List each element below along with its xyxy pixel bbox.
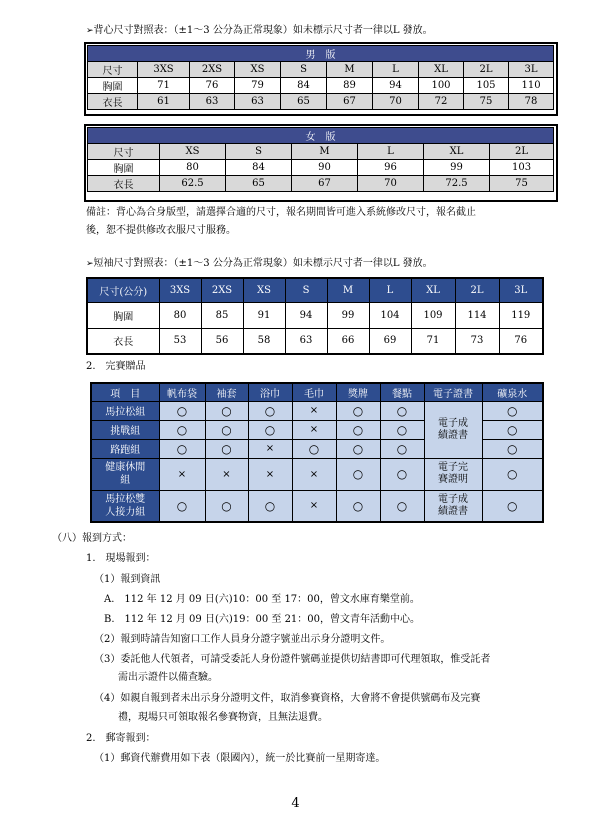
table-cell: 85 bbox=[201, 302, 243, 328]
table-cell: 76 bbox=[499, 328, 543, 354]
table-header-cell: 餐點 bbox=[380, 383, 424, 401]
table-header-cell: 電子證書 bbox=[424, 383, 482, 401]
table-cell: ○ bbox=[380, 490, 424, 522]
cert-text-line: 績證書 bbox=[438, 429, 468, 441]
table-cell: 119 bbox=[499, 302, 543, 328]
table-cell: 2XS bbox=[201, 278, 243, 302]
women-size-row bbox=[88, 144, 554, 160]
table-header-cell: 獎牌 bbox=[336, 383, 380, 401]
table-cell: 53 bbox=[159, 328, 201, 354]
table-cell: 100 bbox=[419, 78, 464, 94]
table-cell: 94 bbox=[285, 302, 327, 328]
row-label bbox=[91, 490, 159, 522]
onsite-title: 1. 現場報到： bbox=[86, 553, 156, 564]
table-cell: 75 bbox=[490, 176, 554, 192]
table-cell: 2XS bbox=[190, 62, 235, 78]
table-cell: ○ bbox=[248, 490, 292, 522]
table-cell: 尺寸(公分) bbox=[87, 278, 159, 302]
table-cell: XS bbox=[160, 144, 226, 160]
table-cell: 78 bbox=[509, 94, 554, 110]
men-table-caption: 男 版 bbox=[88, 46, 554, 62]
prizes-heading: 2. 完賽贈品 bbox=[86, 361, 146, 372]
table-cell: ○ bbox=[336, 490, 380, 522]
tee-heading-text: 短袖尺寸對照表：（±1～3 公分為正常現象）如未標示尺寸者一律以L 發放。 bbox=[93, 258, 433, 269]
cert-text-line: 電子成 bbox=[438, 493, 468, 505]
table-cell: 3L bbox=[509, 62, 554, 78]
checkin-time-a: A. 112 年 12 月 09 日(六)10：00 至 17：00，曾文水庫育樂堂前。 bbox=[104, 594, 420, 605]
table-cell: 衣長 bbox=[88, 176, 160, 192]
table-cell: ○ bbox=[205, 490, 248, 522]
men-chest-row bbox=[88, 78, 554, 94]
table-cell: 71 bbox=[138, 78, 190, 94]
table-cell: 99 bbox=[424, 160, 490, 176]
table-cell: 61 bbox=[138, 94, 190, 110]
table-cell: 70 bbox=[358, 176, 424, 192]
table-cell: ○ bbox=[292, 439, 336, 458]
table-cell: × bbox=[292, 458, 336, 490]
checkin-time-b: B. 112 年 12 月 09 日(六)19：00 至 21：00，曾文青年活動中心。 bbox=[104, 614, 421, 625]
table-cell: 75 bbox=[464, 94, 509, 110]
cert-text-line: 賽證明 bbox=[438, 474, 468, 485]
page-number: 4 bbox=[291, 796, 300, 811]
tee-heading bbox=[86, 257, 433, 271]
table-cell: × bbox=[248, 458, 292, 490]
cert-cell bbox=[424, 490, 482, 522]
table-row bbox=[91, 458, 543, 490]
row-label-line: 人接力組 bbox=[105, 506, 146, 518]
table-cell: 66 bbox=[327, 328, 369, 354]
table-cell: XS bbox=[235, 62, 281, 78]
table-cell: 2L bbox=[455, 278, 499, 302]
vest-note-line-1: 備註：背心為合身版型，請選擇合適的尺寸，報名期間皆可進入系統修改尺寸，報名截止 bbox=[86, 207, 476, 218]
table-cell: 91 bbox=[243, 302, 285, 328]
table-cell: 90 bbox=[292, 160, 358, 176]
table-cell: ○ bbox=[482, 401, 543, 420]
table-cell: ○ bbox=[482, 490, 543, 522]
table-cell: 104 bbox=[369, 302, 411, 328]
table-cell: 衣長 bbox=[88, 94, 138, 110]
table-cell: XL bbox=[424, 144, 490, 160]
cert-text-line: 電子完 bbox=[438, 462, 468, 473]
table-cell: ○ bbox=[380, 458, 424, 490]
table-cell: 3L bbox=[499, 278, 543, 302]
table-cell: 114 bbox=[455, 302, 499, 328]
table-cell: 70 bbox=[373, 94, 419, 110]
table-cell: L bbox=[373, 62, 419, 78]
table-row bbox=[91, 401, 543, 420]
vest-heading-text: 背心尺寸對照表：（±1～3 公分為正常現象）如未標示尺寸者一律以L 發放。 bbox=[93, 25, 433, 36]
table-cell: 69 bbox=[369, 328, 411, 354]
table-cell: 胸圍 bbox=[88, 160, 160, 176]
row-label: 馬拉松組 bbox=[91, 401, 159, 420]
table-cell: 72 bbox=[419, 94, 464, 110]
proxy-note-line-1: （3）委託他人代領者，可請受委託人身份證件號碼並提供切結書即可代理領取，惟受託者 bbox=[94, 654, 491, 665]
table-cell: × bbox=[292, 490, 336, 522]
table-cell: 80 bbox=[159, 302, 201, 328]
table-cell: 62.5 bbox=[160, 176, 226, 192]
women-length-row bbox=[88, 176, 554, 192]
table-cell: 2L bbox=[464, 62, 509, 78]
table-cell: ○ bbox=[248, 420, 292, 439]
table-cell: ○ bbox=[159, 420, 205, 439]
table-cell: 63 bbox=[190, 94, 235, 110]
table-cell: 尺寸 bbox=[88, 62, 138, 78]
row-label: 路跑組 bbox=[91, 439, 159, 458]
merged-cert-cell bbox=[424, 401, 482, 458]
arrow-bullet-icon: ➢ bbox=[86, 259, 94, 269]
table-cell: 63 bbox=[235, 94, 281, 110]
table-header-cell: 浴巾 bbox=[248, 383, 292, 401]
table-cell: ○ bbox=[159, 490, 205, 522]
table-cell: 衣長 bbox=[87, 328, 159, 354]
cert-text-line: 績證書 bbox=[438, 505, 468, 517]
table-cell: 63 bbox=[285, 328, 327, 354]
table-cell: ○ bbox=[336, 458, 380, 490]
id-required-line-1: （4）如親自報到者未出示身分證明文件，取消參賽資格，大會將不會提供號碼布及完賽 bbox=[94, 693, 481, 704]
mail-fee-note: （1）郵資代辦費用如下表（限國內），統一於比賽前一星期寄達。 bbox=[94, 753, 386, 764]
table-cell: ○ bbox=[159, 439, 205, 458]
arrow-bullet-icon: ➢ bbox=[86, 26, 94, 36]
table-cell: × bbox=[159, 458, 205, 490]
table-cell: × bbox=[248, 439, 292, 458]
table-cell: × bbox=[205, 458, 248, 490]
table-cell: 94 bbox=[373, 78, 419, 94]
table-header-cell: 帆布袋 bbox=[159, 383, 205, 401]
checkin-id-note: （2）報到時請告知窗口工作人員身分證字號並出示身分證明文件。 bbox=[94, 634, 391, 645]
proxy-note-line-2: 需出示證件以備查驗。 bbox=[118, 672, 218, 683]
row-label bbox=[91, 458, 159, 490]
table-cell: 胸圍 bbox=[87, 302, 159, 328]
table-cell: L bbox=[358, 144, 424, 160]
table-cell: 2L bbox=[490, 144, 554, 160]
table-cell: 99 bbox=[327, 302, 369, 328]
cert-cell bbox=[424, 458, 482, 490]
row-label-line: 組 bbox=[120, 475, 131, 486]
table-cell: ○ bbox=[336, 401, 380, 420]
table-header-cell: 礦泉水 bbox=[482, 383, 543, 401]
table-cell: 65 bbox=[226, 176, 292, 192]
tee-size-table bbox=[86, 277, 544, 355]
table-cell: ○ bbox=[482, 439, 543, 458]
women-size-table bbox=[87, 127, 554, 192]
table-cell: ○ bbox=[380, 401, 424, 420]
table-cell: ○ bbox=[159, 401, 205, 420]
cert-text-line: 電子成 bbox=[438, 417, 468, 429]
table-cell: ○ bbox=[205, 401, 248, 420]
table-cell: 110 bbox=[509, 78, 554, 94]
women-table-caption: 女 版 bbox=[88, 128, 554, 144]
table-row bbox=[91, 490, 543, 522]
table-cell: M bbox=[327, 278, 369, 302]
table-cell: XS bbox=[243, 278, 285, 302]
table-header-cell: 項 目 bbox=[91, 383, 159, 401]
table-cell: 72.5 bbox=[424, 176, 490, 192]
table-cell: 103 bbox=[490, 160, 554, 176]
table-cell: ○ bbox=[380, 439, 424, 458]
table-cell: 67 bbox=[327, 94, 373, 110]
table-cell: ○ bbox=[248, 401, 292, 420]
table-cell: M bbox=[327, 62, 373, 78]
table-cell: XL bbox=[419, 62, 464, 78]
table-cell: 105 bbox=[464, 78, 509, 94]
table-cell: 76 bbox=[190, 78, 235, 94]
table-cell: XL bbox=[411, 278, 455, 302]
men-size-row bbox=[88, 62, 554, 78]
table-cell: S bbox=[281, 62, 327, 78]
checkin-info-title: （1）報到資訊 bbox=[94, 574, 161, 585]
tee-chest-row bbox=[87, 302, 543, 328]
table-cell: ○ bbox=[336, 420, 380, 439]
table-cell: 58 bbox=[243, 328, 285, 354]
prize-table bbox=[90, 382, 544, 523]
table-cell: × bbox=[292, 420, 336, 439]
table-cell: 84 bbox=[281, 78, 327, 94]
table-cell: × bbox=[292, 401, 336, 420]
table-cell: ○ bbox=[205, 420, 248, 439]
table-cell: ○ bbox=[482, 458, 543, 490]
row-label-line: 馬拉松雙 bbox=[105, 493, 146, 505]
table-cell: ○ bbox=[205, 439, 248, 458]
prize-header-row bbox=[91, 383, 543, 401]
tee-length-row bbox=[87, 328, 543, 354]
row-label: 挑戰組 bbox=[91, 420, 159, 439]
table-cell: 71 bbox=[411, 328, 455, 354]
table-cell: 3XS bbox=[159, 278, 201, 302]
table-cell: 3XS bbox=[138, 62, 190, 78]
registration-section-title: （八）報到方式： bbox=[52, 533, 132, 544]
tee-size-row bbox=[87, 278, 543, 302]
men-length-row bbox=[88, 94, 554, 110]
table-cell: 96 bbox=[358, 160, 424, 176]
table-cell: ○ bbox=[336, 439, 380, 458]
row-label-line: 健康休閒 bbox=[105, 462, 146, 473]
vest-heading bbox=[86, 24, 433, 38]
table-cell: ○ bbox=[482, 420, 543, 439]
mail-title: 2. 郵寄報到： bbox=[86, 733, 156, 744]
vest-note-line-2: 後，恕不提供修改衣服尺寸服務。 bbox=[86, 225, 236, 236]
table-cell: 65 bbox=[281, 94, 327, 110]
table-cell: 109 bbox=[411, 302, 455, 328]
table-header-cell: 袖套 bbox=[205, 383, 248, 401]
table-cell: L bbox=[369, 278, 411, 302]
id-required-line-2: 禮，現場只可領取報名參賽物資，且無法退費。 bbox=[118, 712, 328, 723]
table-cell: ○ bbox=[380, 420, 424, 439]
men-size-table bbox=[87, 45, 554, 110]
table-cell: 84 bbox=[226, 160, 292, 176]
table-cell: 56 bbox=[201, 328, 243, 354]
table-cell: S bbox=[226, 144, 292, 160]
table-cell: M bbox=[292, 144, 358, 160]
women-chest-row bbox=[88, 160, 554, 176]
table-cell: 尺寸 bbox=[88, 144, 160, 160]
table-cell: 73 bbox=[455, 328, 499, 354]
table-cell: 胸圍 bbox=[88, 78, 138, 94]
table-cell: S bbox=[285, 278, 327, 302]
table-cell: 67 bbox=[292, 176, 358, 192]
table-header-cell: 毛巾 bbox=[292, 383, 336, 401]
table-cell: 89 bbox=[327, 78, 373, 94]
table-cell: 80 bbox=[160, 160, 226, 176]
table-cell: 79 bbox=[235, 78, 281, 94]
